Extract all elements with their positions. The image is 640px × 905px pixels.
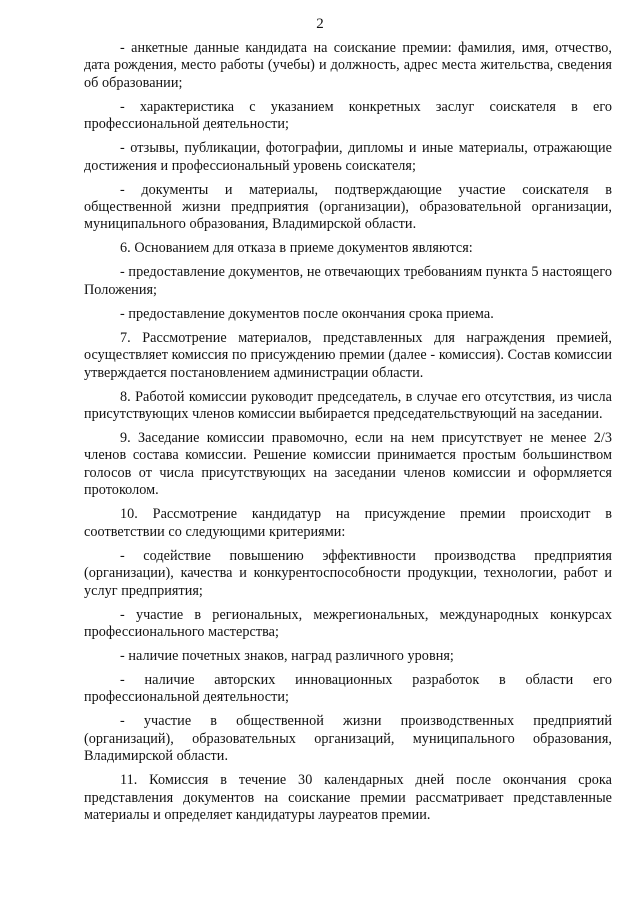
paragraph-criterion-public-life: - участие в общественной жизни производственных предприятий (организаций), образовательных организаций, муниципального образования, Владимирской области.: [84, 713, 612, 765]
paragraph-applicant-data: - анкетные данные кандидата на соискание премии: фамилия, имя, отчество, дата рождения, место работы (учебы) и должность, адрес места жительства, сведения об образовании;: [84, 40, 612, 91]
paragraph-item-6: 6. Основанием для отказа в приеме документов являются:: [120, 240, 473, 257]
paragraph-item-7: 7. Рассмотрение материалов, представленных для награждения премией, осуществляет комиссия по присуждению премии (далее - комиссия). Состав комиссии утверждается постановлением администрации области.: [84, 329, 612, 381]
paragraph-item-11: 11. Комиссия в течение 30 календарных дней после окончания срока представления документов на соискание премии рассматривает представленные материалы и определяет кандидатуры лауреатов премии.: [84, 772, 612, 823]
paragraph-item-8: 8. Работой комиссии руководит председатель, в случае его отсутствия, из числа присутствующих членов комиссии выбирается председательствующий на заседании.: [84, 388, 612, 423]
paragraph-criterion-innovations: - наличие авторских инновационных разработок в области его профессиональной деятельности;: [84, 671, 612, 706]
paragraph-public-life-documents: - документы и материалы, подтверждающие участие соискателя в общественной жизни предприятия (организации), образовательной организации, муниципального образования, Владимирской области.: [84, 181, 612, 233]
paragraph-criterion-efficiency: - содействие повышению эффективности производства предприятия (организации), качества и конкурентоспособности продукции, технологии, работ и услуг предприятия;: [84, 547, 612, 599]
paragraph-refusal-deadline: - предоставление документов после окончания срока приема.: [120, 305, 494, 322]
page-number: 2: [316, 16, 324, 32]
paragraph-reviews: - отзывы, публикации, фотографии, дипломы и иные материалы, отражающие достижения и профессиональный уровень соискателя;: [84, 140, 612, 174]
paragraph-refusal-requirements: - предоставление документов, не отвечающих требованиям пункта 5 настоящего Положения;: [84, 264, 612, 298]
paragraph-criterion-contests: - участие в региональных, межрегиональных, международных конкурсах профессионального мастерства;: [84, 606, 612, 640]
paragraph-criterion-awards: - наличие почетных знаков, наград различного уровня;: [120, 647, 454, 664]
paragraph-item-9: 9. Заседание комиссии правомочно, если на нем присутствует не менее 2/3 членов состава комиссии. Решение комиссии принимается простым большинством голосов от числа присутствующих на заседании членов комиссии и оформляется протоколом.: [84, 430, 612, 499]
paragraph-item-10: 10. Рассмотрение кандидатур на присуждение премии происходит в соответствии со следующими критериями:: [84, 506, 612, 540]
document-body: [84, 40, 612, 831]
paragraph-characteristic: - характеристика с указанием конкретных заслуг соискателя в его профессиональной деятельности;: [84, 98, 612, 133]
